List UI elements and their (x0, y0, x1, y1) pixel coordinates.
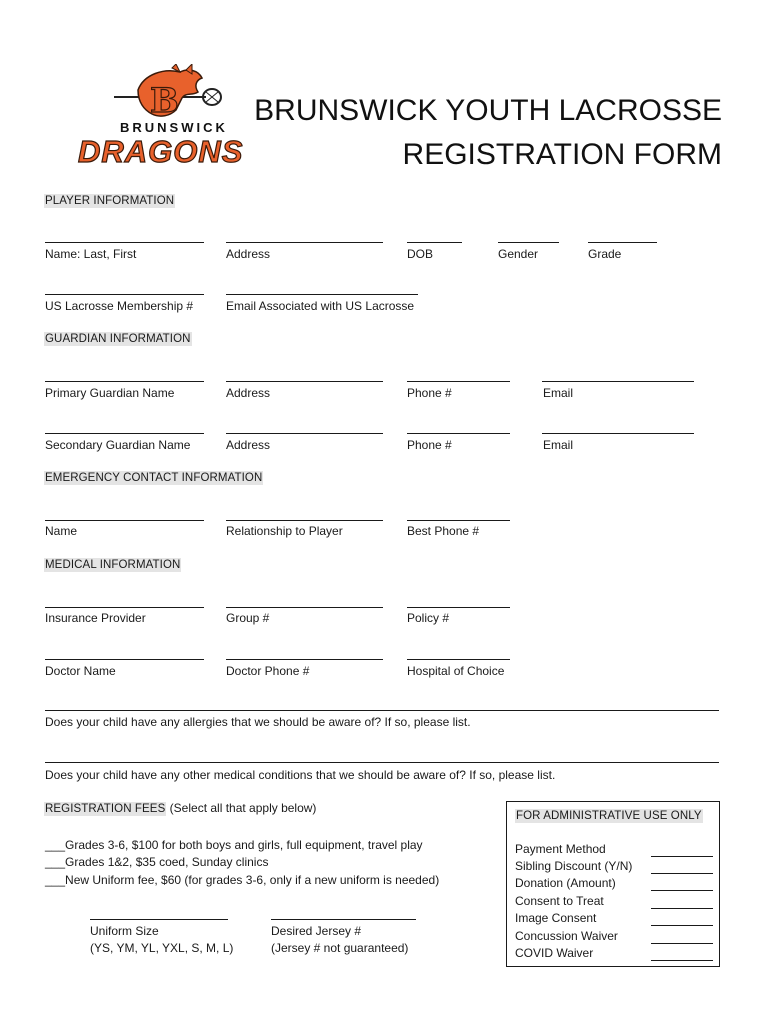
policy-number-label: Policy # (407, 611, 450, 625)
dob-label: DOB (407, 247, 434, 261)
section-registration-fees: REGISTRATION FEES (45, 803, 166, 815)
primary-guardian-name-line[interactable] (45, 381, 204, 382)
dob-field-line[interactable] (407, 242, 462, 243)
policy-number-line[interactable] (407, 607, 510, 608)
uniform-size-line[interactable] (90, 919, 228, 920)
secondary-guardian-phone-line[interactable] (407, 433, 510, 434)
svg-text:B: B (150, 81, 179, 121)
doctor-name-label: Doctor Name (45, 664, 116, 678)
page-title: BRUNSWICK YOUTH LACROSSE (254, 94, 722, 127)
address-label: Address (226, 247, 271, 261)
gender-field-line[interactable] (498, 242, 559, 243)
secondary-guardian-name-line[interactable] (45, 433, 204, 434)
admin-covid-waiver-line[interactable] (651, 960, 713, 961)
fees-note: (Select all that apply below) (166, 801, 317, 815)
logo-top-text: BRUNSWICK (120, 120, 228, 135)
fee-option-grades-3-6[interactable]: ___Grades 3-6, $100 for both boys and girls, full equipment, travel play (45, 838, 423, 852)
membership-label: US Lacrosse Membership # (45, 299, 194, 313)
admin-sibling-discount: Sibling Discount (Y/N) (515, 859, 633, 873)
section-emergency-contact: EMERGENCY CONTACT INFORMATION (45, 472, 263, 484)
gender-label: Gender (498, 247, 539, 261)
admin-use-header: FOR ADMINISTRATIVE USE ONLY (516, 810, 702, 822)
emergency-name-label: Name (45, 524, 78, 538)
conditions-line[interactable] (45, 762, 719, 763)
primary-guardian-address-label: Address (226, 386, 271, 400)
section-medical-information: MEDICAL INFORMATION (45, 559, 181, 571)
admin-consent-to-treat-line[interactable] (651, 908, 713, 909)
emergency-relationship-label: Relationship to Player (226, 524, 343, 538)
uniform-size-label: Uniform Size (90, 924, 159, 938)
primary-guardian-email-label: Email (543, 386, 574, 400)
secondary-guardian-address-label: Address (226, 438, 271, 452)
name-field-line[interactable] (45, 242, 204, 243)
group-number-label: Group # (226, 611, 270, 625)
fee-option-grades-1-2[interactable]: ___Grades 1&2, $35 coed, Sunday clinics (45, 855, 269, 869)
section-player-information: PLAYER INFORMATION (45, 195, 175, 207)
allergies-question: Does your child have any allergies that we should be aware of? If so, please list. (45, 715, 471, 729)
doctor-phone-label: Doctor Phone # (226, 664, 310, 678)
name-label: Name: Last, First (45, 247, 137, 261)
grade-label: Grade (588, 247, 622, 261)
primary-guardian-name-label: Primary Guardian Name (45, 386, 175, 400)
insurance-provider-label: Insurance Provider (45, 611, 146, 625)
lacrosse-email-field-line[interactable] (226, 294, 418, 295)
primary-guardian-address-line[interactable] (226, 381, 383, 382)
allergies-line[interactable] (45, 710, 719, 711)
emergency-name-line[interactable] (45, 520, 204, 521)
admin-image-consent: Image Consent (515, 911, 597, 925)
admin-covid-waiver: COVID Waiver (515, 946, 594, 960)
admin-image-consent-line[interactable] (651, 925, 713, 926)
admin-payment-method: Payment Method (515, 842, 606, 856)
secondary-guardian-email-line[interactable] (542, 433, 694, 434)
emergency-relationship-line[interactable] (226, 520, 383, 521)
primary-guardian-phone-line[interactable] (407, 381, 510, 382)
secondary-guardian-address-line[interactable] (226, 433, 383, 434)
fees-heading (44, 801, 316, 815)
primary-guardian-email-line[interactable] (542, 381, 694, 382)
brunswick-dragons-logo (76, 64, 242, 172)
doctor-phone-line[interactable] (226, 659, 383, 660)
address-field-line[interactable] (226, 242, 383, 243)
emergency-phone-line[interactable] (407, 520, 510, 521)
hospital-line[interactable] (407, 659, 510, 660)
admin-consent-to-treat: Consent to Treat (515, 894, 604, 908)
admin-payment-method-line[interactable] (651, 856, 713, 857)
conditions-question: Does your child have any other medical conditions that we should be aware of? If so, please list. (45, 768, 556, 782)
group-number-line[interactable] (226, 607, 383, 608)
membership-field-line[interactable] (45, 294, 204, 295)
page-subtitle: REGISTRATION FORM (402, 138, 722, 171)
lacrosse-email-label: Email Associated with US Lacrosse (226, 299, 415, 313)
hospital-label: Hospital of Choice (407, 664, 505, 678)
jersey-number-label: Desired Jersey # (271, 924, 362, 938)
doctor-name-line[interactable] (45, 659, 204, 660)
admin-donation-line[interactable] (651, 890, 713, 891)
secondary-guardian-name-label: Secondary Guardian Name (45, 438, 191, 452)
jersey-number-line[interactable] (271, 919, 416, 920)
logo-bottom-text: DRAGONS (78, 134, 244, 169)
admin-sibling-discount-line[interactable] (651, 873, 713, 874)
admin-concussion-waiver-line[interactable] (651, 943, 713, 944)
grade-field-line[interactable] (588, 242, 657, 243)
primary-guardian-phone-label: Phone # (407, 386, 452, 400)
jersey-number-note: (Jersey # not guaranteed) (271, 941, 409, 955)
secondary-guardian-email-label: Email (543, 438, 574, 452)
insurance-provider-line[interactable] (45, 607, 204, 608)
admin-use-box (506, 801, 720, 967)
section-guardian-information: GUARDIAN INFORMATION (45, 333, 191, 345)
uniform-size-options: (YS, YM, YL, YXL, S, M, L) (90, 941, 234, 955)
admin-concussion-waiver: Concussion Waiver (515, 929, 618, 943)
fee-option-new-uniform[interactable]: ___New Uniform fee, $60 (for grades 3-6, only if a new uniform is needed) (45, 873, 440, 887)
secondary-guardian-phone-label: Phone # (407, 438, 452, 452)
admin-donation: Donation (Amount) (515, 876, 616, 890)
emergency-phone-label: Best Phone # (407, 524, 480, 538)
